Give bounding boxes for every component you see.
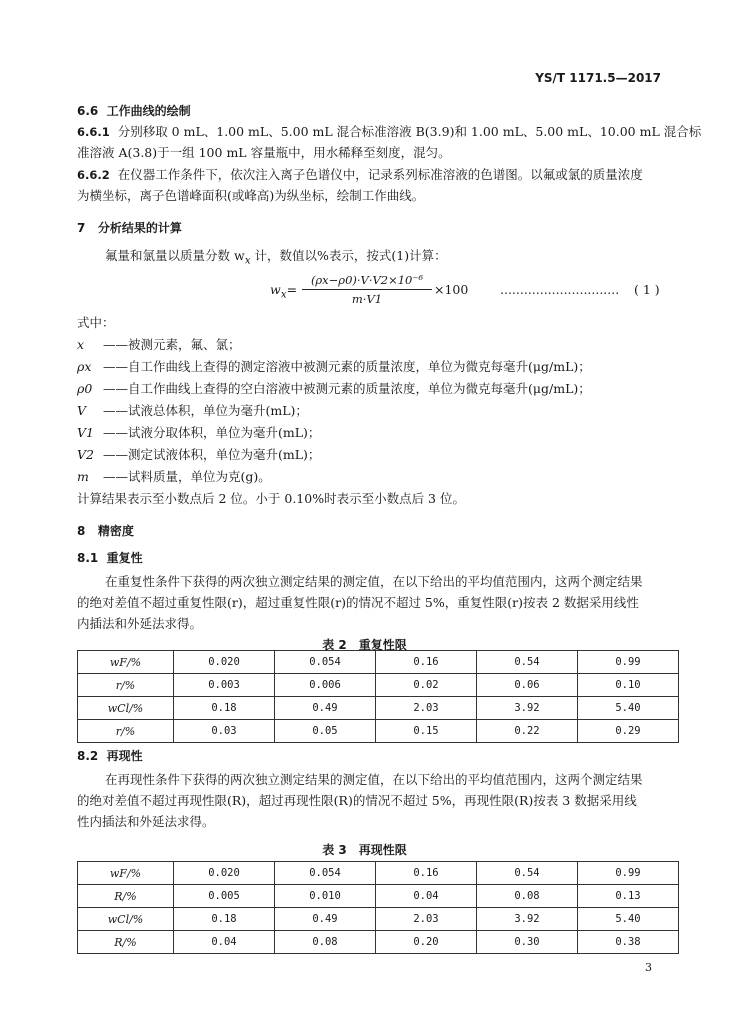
formula-equals: = — [286, 282, 298, 297]
section-title: 精密度 — [97, 524, 134, 538]
repeatability-line1: 在重复性条件下获得的两次独立测定结果的测定值，在以下给出的平均值范围内，这两个测定结果 — [105, 574, 643, 589]
def-text: ——自工作曲线上查得的空白溶液中被测元素的质量浓度，单位为微克每毫升(μg/mL)； — [103, 381, 591, 396]
row-label: wCl/% — [78, 697, 174, 720]
formula-leader: .............................. — [500, 282, 620, 297]
table-cell: 0.10 — [578, 674, 679, 697]
clause-text: 在仪器工作条件下，依次注入离子色谱仪中，记录系列标准溶液的色谱图。以氟或氯的质量浓度 — [117, 167, 643, 182]
result-note: 计算结果表示至小数点后 2 位。小于 0.10%时表示至小数点后 3 位。 — [77, 491, 465, 506]
def-text: ——被测元素，氟、氯； — [103, 337, 241, 352]
def-symbol: m — [77, 469, 89, 484]
table-row — [78, 885, 679, 908]
table-cell: 0.020 — [174, 862, 275, 885]
table-cell: 0.99 — [578, 862, 679, 885]
section-7-heading — [77, 220, 182, 236]
table3-reproducibility — [77, 861, 679, 954]
section-title: 再现性 — [106, 749, 143, 763]
table2-caption: 表 2 重复性限 — [322, 638, 407, 652]
section-8-1-heading — [77, 550, 143, 566]
def-symbol: ρ0 — [77, 381, 93, 396]
table-cell: 0.054 — [275, 862, 376, 885]
table-cell: 0.20 — [376, 931, 477, 954]
clause-number: 6.6.2 — [77, 168, 110, 182]
table-cell: 5.40 — [578, 908, 679, 931]
def-rho-x — [77, 359, 591, 375]
table-cell: 0.05 — [275, 720, 376, 743]
def-symbol: V1 — [77, 425, 94, 440]
formula-number: ( 1 ) — [634, 282, 660, 297]
row-label: wF/% — [78, 862, 174, 885]
formula-fraction — [302, 272, 432, 307]
table-cell: 0.15 — [376, 720, 477, 743]
section-title: 分析结果的计算 — [97, 221, 182, 235]
table-cell: 0.010 — [275, 885, 376, 908]
paragraph-6-6-1-line2: 准溶液 A(3.8)于一组 100 mL 容量瓶中，用水稀释至刻度，混匀。 — [77, 145, 451, 160]
table2-repeatability — [77, 650, 679, 743]
table-cell: 0.04 — [376, 885, 477, 908]
table-row — [78, 862, 679, 885]
clause-number: 6.6.1 — [77, 125, 110, 139]
table-cell: 0.30 — [477, 931, 578, 954]
def-text: ——自工作曲线上查得的测定溶液中被测元素的质量浓度，单位为微克每毫升(μg/mL)； — [103, 359, 591, 374]
section-number: 8.2 — [77, 749, 99, 763]
paragraph-6-6-2-line1 — [77, 167, 643, 183]
table-cell: 0.22 — [477, 720, 578, 743]
table-cell: 2.03 — [376, 697, 477, 720]
clause-text: 分别移取 0 mL、1.00 mL、5.00 mL 混合标准溶液 B(3.9)和 1.00 mL、5.00 mL、10.00 mL 混合标 — [117, 124, 702, 139]
formula-numerator: (ρx−ρ0)·V·V2×10⁻⁶ — [302, 272, 432, 290]
row-label: r/% — [78, 720, 174, 743]
def-symbol: x — [77, 337, 85, 352]
table-cell: 5.40 — [578, 697, 679, 720]
table-cell: 0.16 — [376, 862, 477, 885]
intro-subscript: x — [244, 254, 251, 267]
def-m — [77, 469, 271, 485]
table-cell: 0.04 — [174, 931, 275, 954]
row-label: R/% — [78, 931, 174, 954]
table-row — [78, 697, 679, 720]
table-cell: 0.003 — [174, 674, 275, 697]
table-row — [78, 908, 679, 931]
def-symbol: V — [77, 403, 87, 418]
table-cell: 0.38 — [578, 931, 679, 954]
repeatability-line3: 内插法和外延法求得。 — [77, 616, 203, 631]
def-text: ——试液分取体积，单位为毫升(mL)； — [103, 425, 321, 440]
reproducibility-line3: 性内插法和外延法求得。 — [77, 814, 215, 829]
def-symbol: ρx — [77, 359, 92, 374]
table-cell: 0.02 — [376, 674, 477, 697]
section-number: 7 — [77, 221, 86, 235]
table-cell: 0.29 — [578, 720, 679, 743]
table-cell: 0.06 — [477, 674, 578, 697]
section-number: 8.1 — [77, 551, 99, 565]
table-cell: 3.92 — [477, 908, 578, 931]
table-cell: 0.54 — [477, 651, 578, 674]
table-cell: 0.18 — [174, 908, 275, 931]
table-cell: 2.03 — [376, 908, 477, 931]
def-text: ——试液总体积，单位为毫升(mL)； — [103, 403, 308, 418]
def-symbol: V2 — [77, 447, 94, 462]
standard-number: YS/T 1171.5—2017 — [535, 71, 661, 85]
def-x — [77, 337, 241, 353]
table-cell: 0.03 — [174, 720, 275, 743]
section-number: 8 — [77, 524, 86, 538]
reproducibility-line1: 在再现性条件下获得的两次独立测定结果的测定值，在以下给出的平均值范围内，这两个测定结果 — [105, 772, 643, 787]
calc-intro — [105, 248, 447, 269]
table-row — [78, 720, 679, 743]
table-cell: 0.18 — [174, 697, 275, 720]
repeatability-line2: 的绝对差值不超过重复性限(r)，超过重复性限(r)的情况不超过 5%，重复性限(r)按表 2 数据采用线性 — [77, 595, 639, 610]
intro-rest: 计，数值以%表示，按式(1)计算： — [250, 248, 447, 263]
table3-caption: 表 3 再现性限 — [322, 843, 407, 857]
section-title: 重复性 — [106, 551, 143, 565]
table-cell: 0.16 — [376, 651, 477, 674]
intro-text: 氟量和氯量以质量分数 w — [105, 248, 245, 263]
section-number: 6.6 — [77, 104, 99, 118]
table-cell: 0.49 — [275, 697, 376, 720]
formula-lhs: w — [270, 282, 281, 297]
table-cell: 0.99 — [578, 651, 679, 674]
table-row — [78, 931, 679, 954]
table-cell: 0.08 — [275, 931, 376, 954]
paragraph-6-6-1-line1 — [77, 124, 701, 140]
table-cell: 0.54 — [477, 862, 578, 885]
def-text: ——试料质量，单位为克(g)。 — [103, 469, 271, 484]
table-cell: 3.92 — [477, 697, 578, 720]
row-label: wF/% — [78, 651, 174, 674]
def-v2 — [77, 447, 320, 463]
where-label: 式中： — [77, 315, 115, 330]
paragraph-6-6-2-line2: 为横坐标，离子色谱峰面积(或峰高)为纵坐标，绘制工作曲线。 — [77, 188, 425, 203]
formula-tail: ×100 — [434, 282, 469, 297]
def-text: ——测定试液体积，单位为毫升(mL)； — [103, 447, 321, 462]
page-number: 3 — [645, 961, 652, 974]
table-cell: 0.49 — [275, 908, 376, 931]
table-cell: 0.054 — [275, 651, 376, 674]
section-title: 工作曲线的绘制 — [106, 104, 191, 118]
table-cell: 0.020 — [174, 651, 275, 674]
section-6-6-heading — [77, 103, 191, 119]
formula-lhs-sub: x — [280, 288, 287, 301]
section-8-heading — [77, 523, 134, 539]
table-cell: 0.13 — [578, 885, 679, 908]
def-v1 — [77, 425, 320, 441]
table-row — [78, 651, 679, 674]
row-label: wCl/% — [78, 908, 174, 931]
table-cell: 0.08 — [477, 885, 578, 908]
reproducibility-line2: 的绝对差值不超过再现性限(R)，超过再现性限(R)的情况不超过 5%，再现性限(R)按表 3 数据采用线 — [77, 793, 637, 808]
table-row — [78, 674, 679, 697]
def-v — [77, 403, 308, 419]
section-8-2-heading — [77, 748, 143, 764]
row-label: r/% — [78, 674, 174, 697]
table-cell: 0.005 — [174, 885, 275, 908]
row-label: R/% — [78, 885, 174, 908]
formula-denominator: m·V1 — [351, 292, 383, 306]
table-cell: 0.006 — [275, 674, 376, 697]
def-rho-0 — [77, 381, 591, 397]
